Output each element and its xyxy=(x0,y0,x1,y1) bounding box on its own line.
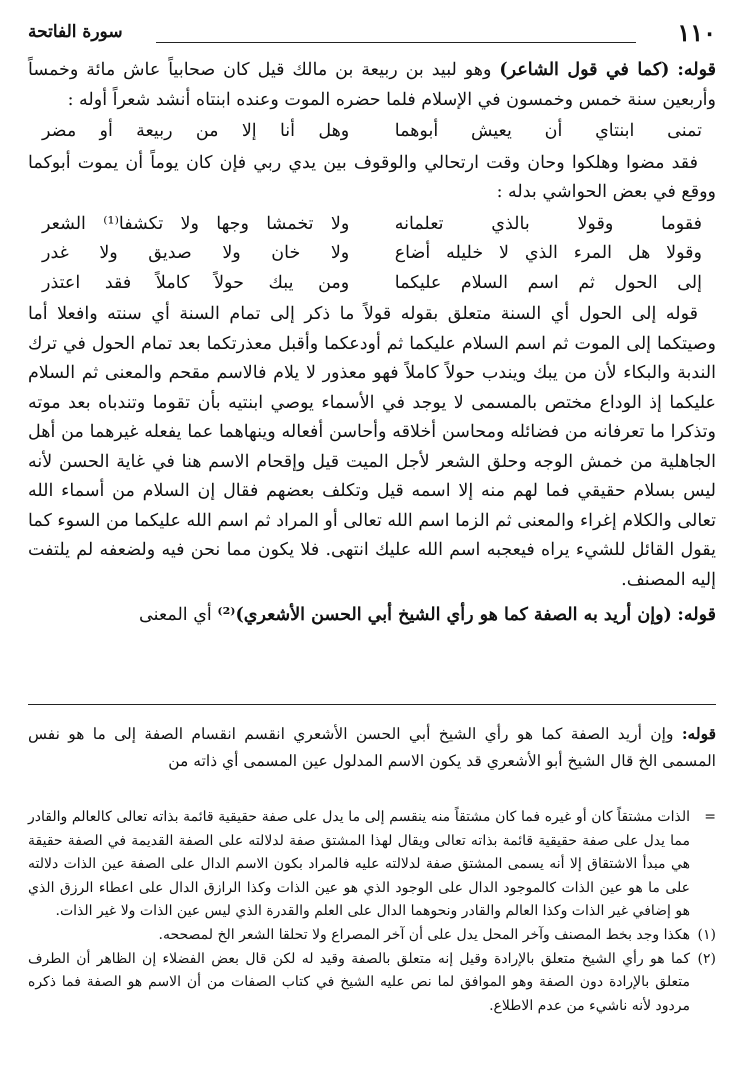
verse-line xyxy=(28,239,716,269)
commentary-text: وإن أريد الصفة كما هو رأي الشيخ أبي الحسن الأشعري انقسم انقسام الصفة إلى ما هو نفس المسمى الخ قال الشيخ أبو الأشعري قد يكون الاسم المدلول عين المسمى أي ذاته من xyxy=(28,725,716,770)
verse-first-hemistich: تمنى ابنتاي أن يعيش أبوهما xyxy=(394,121,702,141)
footnote-text: هكذا وجد بخط المصنف وآخر المحل يدل على أن آخر المصراع ولا تحلقا الشعر الخ لمصححه. xyxy=(158,926,690,943)
verse-second-hemistich: ومن يبك حولاً كاملاً فقد اعتذر xyxy=(42,272,350,293)
section-divider xyxy=(28,704,716,705)
header-rule xyxy=(156,42,636,43)
footnote-1 xyxy=(28,924,716,948)
footnote-2 xyxy=(28,948,716,1019)
footnote-text: كما هو رأي الشيخ متعلق بالإرادة وقيل إنه متعلق بالصفة وقيد له لكن قال بعض الفضلاء إن الظاهر أن الطرف متعلق بالإرادة دون الصفة وهو الموافق لما نص عليه الشيخ في كتاب الصفات من أن الاسم هو الصفة فما ذكره مردود لأنه ناشيء من عدم الاطلاع. xyxy=(28,950,690,1014)
footnotes xyxy=(28,806,716,1018)
page-header xyxy=(28,18,716,48)
verse-line xyxy=(28,117,716,147)
paragraph-text: أي المعنى xyxy=(139,605,212,625)
commentary-label: قوله: xyxy=(681,724,716,743)
footnote-continuation xyxy=(28,806,716,924)
verse-second-hemistich: ولا تخمشا وجها ولا تكشفا⁽¹⁾ الشعر xyxy=(42,213,350,234)
poem-block xyxy=(28,210,716,299)
quoted-phrase: (وإن أريد به الصفة كما هو رأي الشيخ أبي الحسن الأشعري)⁽²⁾ xyxy=(217,605,672,625)
paragraph-text: وهو لبيد بن ربيعة بن مالك قيل كان صحابياً عاش مائة وخمساً وأربعين سنة خمس وخمسون في الإسلام فلما حضره الموت وعنده ابنتاه أنشد شعراً أوله : xyxy=(28,60,716,110)
footnote-mark: (١) xyxy=(697,926,716,943)
verse-line xyxy=(28,269,716,299)
paragraph-1 xyxy=(28,56,716,115)
paragraph-label: قوله: xyxy=(677,605,716,625)
footnote-mark: (٢) xyxy=(697,950,716,967)
verse-first-hemistich: إلى الحول ثم اسم السلام عليكما xyxy=(394,272,702,293)
paragraph-4 xyxy=(28,601,716,631)
verse-first-hemistich: فقوما وقولا بالذي تعلمانه xyxy=(394,213,702,234)
surah-title: سورة الفاتحة xyxy=(28,22,123,42)
main-text xyxy=(28,56,716,631)
commentary-block xyxy=(28,720,716,775)
verse-second-hemistich: وهل أنا إلا من ربيعة أو مضر xyxy=(42,121,350,141)
verse-first-hemistich: وقولا هل المرء الذي لا خليله أضاع xyxy=(394,243,702,263)
footnote-text: الذات مشتقاً كان أو غيره فما كان مشتقاً منه ينقسم إلى ما يدل على صفة حقيقية قائمة بذاته تعالى كالعالم والقادر مما يدل على صفة حقيقية قائمة بذاته تعالى ويقال لهذا المشتق صفة لدلالته على الصفة القديمة في الصفة حقيقة هي مبدأ الاشتقاق إلا أنه يسمى المشتق صفة لدلالته عليه فالمراد بكون الاسم الدال على الصفة عين الذات دلالته على ما هو عين الذات كالموجود الدال على الوجود الذي هو عين الذات وكذا الرازق الدال على اعطاء الرزق الذي هو إضافي غير الذات وكذا العالم والقادر ونحوهما الدال على العلم والقدرة الذي ليس عين الذات ولا غير الذات. xyxy=(28,809,690,920)
paragraph-label: قوله: xyxy=(677,60,716,80)
page-number: ١١٠ xyxy=(677,18,716,47)
quoted-phrase: (كما في قول الشاعر) xyxy=(499,60,670,80)
paragraph-3: قوله إلى الحول أي السنة متعلق بقوله قولاً ما ذكر إلى تمام السنة أي سنته وافعلا أما وصيتكما إلى الموت ثم اسم السلام عليكما ثم أودعكما وأقبل معذرتكما بعد تمام الحول في ترك الندبة والبكاء لأن من يبك ويندب حولاً كاملاً فهو معذور لا يلام فالاسم مقحم والمعنى ثم السلام عليكما إذ الوداع مختص بالمسمى لا يوجد في الأسماء يوصي ابنتيه بأن تقوما وتندباه بعد موته وتذكرا ما تعرفانه من فضائله ومحاسن أخلاقه وأحاسن أفعاله وينهاهما عما يفعله غيرهما من أهل الجاهلية من خمش الوجه وحلق الشعر لأجل الميت قيل وإقحام الاسم هنا في غاية الحسن لأنه ليس بسلام حقيقي فما لهم منه إلا اسمه قيل وتكلف بعضهم فقال إن السلام من أسماء الله تعالى والكلام إغراء والمعنى ثم الزما اسم الله تعالى أو المراد ثم اسم الله عليكما من السوء كما يقول القائل للشيء يراه فيعجبه اسم الله عليك انتهى. فلا يكون مما نحن فيه ولضعفه لم يلتفت إليه المصنف. xyxy=(28,304,716,590)
verse-intro xyxy=(28,117,716,147)
footnote-mark: = xyxy=(704,809,716,825)
verse-second-hemistich: ولا خان ولا صديق ولا غدر xyxy=(42,243,350,263)
paragraph-2: فقد مضوا وهلكوا وحان وقت ارتحالي والوقوف بين يدي ربي فإن كان يوماً أن يموت أبوكما ووقع في بعض الحواشي بدله : xyxy=(28,152,716,202)
commentary-paragraph xyxy=(28,720,716,775)
verse-line xyxy=(28,210,716,240)
